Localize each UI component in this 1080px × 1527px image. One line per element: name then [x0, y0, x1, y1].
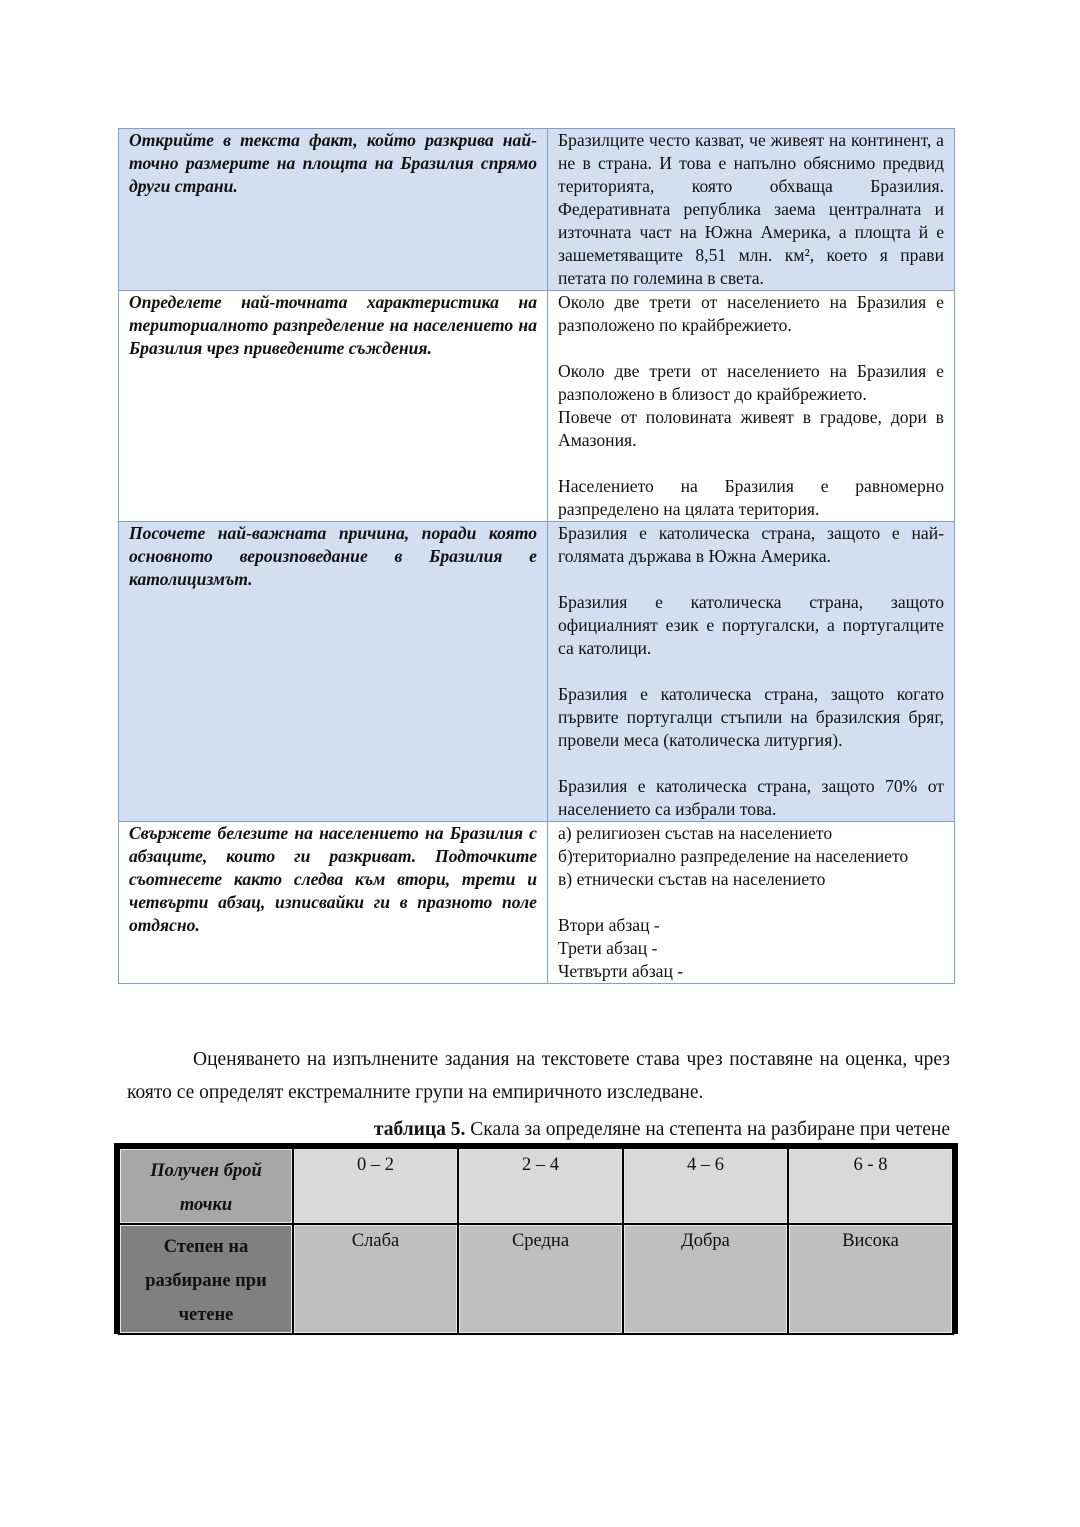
body-paragraph: Оценяването на изпълнените задания на текстовете става чрез поставяне на оценка, чрез която се определят екстремалните групи на емпиричното изследване. [127, 1049, 950, 1103]
question-text: Определете най-точната характеристика на териториалното разпределение на населението на Бразилия чрез приведените съждения. [129, 292, 537, 358]
level-cell: Добра [624, 1225, 787, 1333]
question-text: Открийте в текста факт, който разкрива най-точно размерите на площта на Бразилия спрямо други страни. [129, 130, 537, 196]
level-cell: Слаба [294, 1225, 457, 1333]
task-answers [548, 129, 955, 291]
task-row [119, 822, 955, 984]
answer-field-label: Втори абзац - [558, 915, 660, 935]
answer-option: а) религиозен състав на населението [558, 823, 833, 843]
answer-option: в) етнически състав на населението [558, 869, 826, 889]
question-text: Свържете белезите на населението на Бразилия с абзаците, които ги разкриват. Подточките съотнесете както следва към втори, трети и четвърти абзац, изписвайки ги в празното поле отдясно. [129, 823, 537, 935]
task-question [119, 129, 548, 291]
answer-option: Повече от половината живеят в градове, дори в Амазония. [558, 407, 944, 450]
caption-text: Скала за определяне на степента на разбиране при четене [465, 1119, 950, 1140]
row-header-points: Получен брой точки [120, 1149, 292, 1223]
question-text: Посочете най-важната причина, поради която основното вероизповедание в Бразилия е католицизмът. [129, 523, 537, 589]
answer-field-label: Трети абзац - [558, 938, 658, 958]
level-cell: Средна [459, 1225, 622, 1333]
scale-table [118, 1147, 954, 1335]
answer-option: Около две трети от населението на Бразилия е разположено в близост до крайбрежието. [558, 361, 944, 404]
task-question [119, 522, 548, 822]
task-row [119, 129, 955, 291]
table-caption [310, 1117, 950, 1143]
scale-table-frame [114, 1143, 958, 1334]
scale-row-levels [120, 1225, 952, 1333]
answer-option: Бразилия е католическа страна, защото е най-голямата държава в Южна Америка. [558, 523, 944, 566]
task-question [119, 822, 548, 984]
task-answers [548, 291, 955, 522]
answer-option: Бразилия е католическа страна, защото когато първите португалци стъпили на бразилския бряг, провели меса (католическа литургия). [558, 684, 944, 750]
scale-row-points [120, 1149, 952, 1223]
range-cell: 0 – 2 [294, 1149, 457, 1223]
answer-text: Бразилците често казват, че живеят на континент, а не в страна. И това е напълно обяснимо предвид територията, която обхваща Бразилия. Федеративната република заема централната и източната част на Южна Америка, а площта й е зашеметяващите 8,51 млн. км², което я прави петата по големина в света. [558, 130, 944, 288]
caption-label: таблица 5. [373, 1119, 466, 1140]
answer-field-label: Четвърти абзац - [558, 961, 684, 981]
level-cell: Висока [789, 1225, 952, 1333]
task-row [119, 291, 955, 522]
task-row [119, 522, 955, 822]
task-table [118, 128, 955, 984]
answer-option: б)териториално разпределение на населението [558, 846, 909, 866]
task-answers [548, 522, 955, 822]
answer-option: Бразилия е католическа страна, защото 70% от населението са избрали това. [558, 776, 944, 819]
task-answers [548, 822, 955, 984]
range-cell: 4 – 6 [624, 1149, 787, 1223]
answer-option: Бразилия е католическа страна, защото официалният език е португалски, а португалците са католици. [558, 592, 944, 658]
task-question [119, 291, 548, 522]
range-cell: 6 - 8 [789, 1149, 952, 1223]
range-cell: 2 – 4 [459, 1149, 622, 1223]
row-header-level: Степен на разбиране при четене [120, 1225, 292, 1333]
answer-option: Населението на Бразилия е равномерно разпределено на цялата територия. [558, 476, 944, 519]
answer-option: Около две трети от населението на Бразилия е разположено по крайбрежието. [558, 292, 944, 335]
